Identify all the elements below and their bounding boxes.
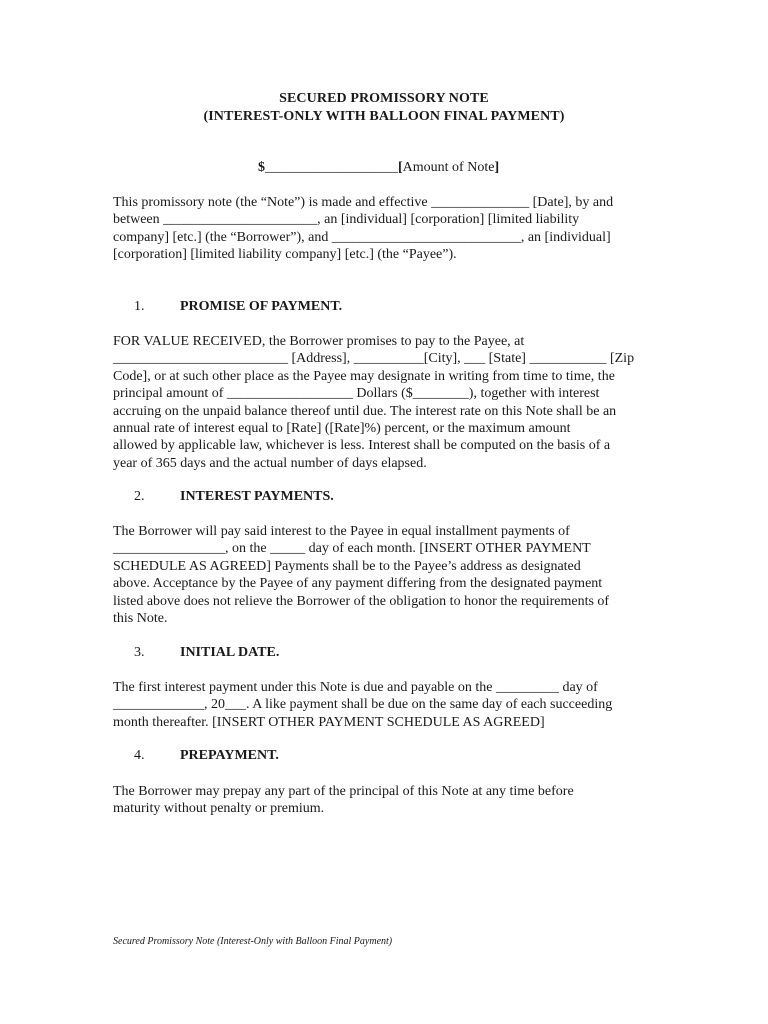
- paragraph-line: The first interest payment under this Note is due and payable on the _________ day of: [113, 680, 598, 695]
- section-body-promise-of-payment: [113, 333, 634, 472]
- section-heading-promise-of-payment: [134, 299, 342, 315]
- paragraph-line: FOR VALUE RECEIVED, the Borrower promises to pay to the Payee, at: [113, 334, 525, 349]
- paragraph-line: this Note.: [113, 611, 168, 627]
- paragraph-line: maturity without penalty or premium.: [113, 801, 325, 817]
- paragraph-line: SCHEDULE AS AGREED] Payments shall be to the Payee’s address as designated: [113, 558, 581, 574]
- section-heading-initial-date: [134, 645, 279, 661]
- section-heading-interest-payments: [134, 489, 334, 505]
- paragraph-line: Code], or at such other place as the Payee may designate in writing from time to time, the: [113, 368, 615, 384]
- paragraph-line: annual rate of interest equal to [Rate] ([Rate]%) percent, or the maximum amount: [113, 421, 571, 437]
- paragraph-line: principal amount of __________________ Dollars ($________), together with interest: [113, 386, 600, 402]
- page-footer: Secured Promissory Note (Interest-Only with Balloon Final Payment): [113, 936, 393, 947]
- paragraph-line: above. Acceptance by the Payee of any payment differing from the designated payment: [113, 576, 603, 592]
- section-number: 4.: [134, 748, 145, 763]
- paragraph-line: allowed by applicable law, whichever is less. Interest shall be computed on the basis of a: [113, 438, 611, 454]
- section-title: PROMISE OF PAYMENT.: [180, 299, 343, 314]
- document-subtitle: (INTEREST-ONLY WITH BALLOON FINAL PAYMENT): [203, 109, 565, 124]
- paragraph-line: listed above does not relieve the Borrower of the obligation to honor the requirements of: [113, 593, 610, 609]
- section-number: 1.: [134, 299, 145, 314]
- paragraph-line: _____________, 20___. A like payment shall be due on the same day of each succeeding: [113, 697, 613, 713]
- section-number: 3.: [134, 645, 145, 660]
- section-number: 2.: [134, 489, 145, 504]
- section-title: INITIAL DATE.: [180, 645, 280, 660]
- amount-label: Amount of Note: [402, 160, 495, 175]
- section-title: PREPAYMENT.: [180, 748, 279, 763]
- paragraph-line: The Borrower will pay said interest to the Payee in equal installment payments of: [113, 524, 570, 539]
- intro-paragraph: [113, 194, 613, 264]
- amount-of-note-line: [258, 160, 499, 176]
- paragraph-line: [corporation] [limited liability company] [etc.] (the “Payee”).: [113, 247, 457, 263]
- paragraph-line: ________________, on the _____ day of each month. [INSERT OTHER PAYMENT: [113, 541, 591, 557]
- dollar-sign: $: [258, 160, 265, 175]
- paragraph-line: accruing on the unpaid balance thereof until due. The interest rate on this Note shall be an: [113, 403, 617, 419]
- bracket-open: [: [398, 160, 403, 175]
- paragraph-line: month thereafter. [INSERT OTHER PAYMENT SCHEDULE AS AGREED]: [113, 714, 545, 730]
- paragraph-line: between ______________________, an [individual] [corporation] [limited liability: [113, 212, 580, 228]
- document-title: SECURED PROMISSORY NOTE: [279, 91, 489, 106]
- section-body-initial-date: [113, 679, 612, 731]
- section-title: INTEREST PAYMENTS.: [180, 489, 334, 504]
- section-body-prepayment: [113, 783, 574, 818]
- paragraph-line: year of 365 days and the actual number of days elapsed.: [113, 455, 427, 471]
- amount-blank: ___________________: [265, 160, 398, 175]
- bracket-close: ]: [494, 160, 500, 175]
- paragraph-line: The Borrower may prepay any part of the principal of this Note at any time before: [113, 784, 574, 799]
- paragraph-line: This promissory note (the “Note”) is made and effective ______________ [Date], by and: [113, 195, 614, 210]
- section-heading-prepayment: [134, 748, 279, 764]
- section-body-interest-payments: [113, 523, 609, 627]
- paragraph-line: company] [etc.] (the “Borrower”), and ___________________________, an [individual]: [113, 229, 611, 245]
- paragraph-line: _________________________ [Address], __________[City], ___ [State] ___________ [Zip: [113, 351, 635, 367]
